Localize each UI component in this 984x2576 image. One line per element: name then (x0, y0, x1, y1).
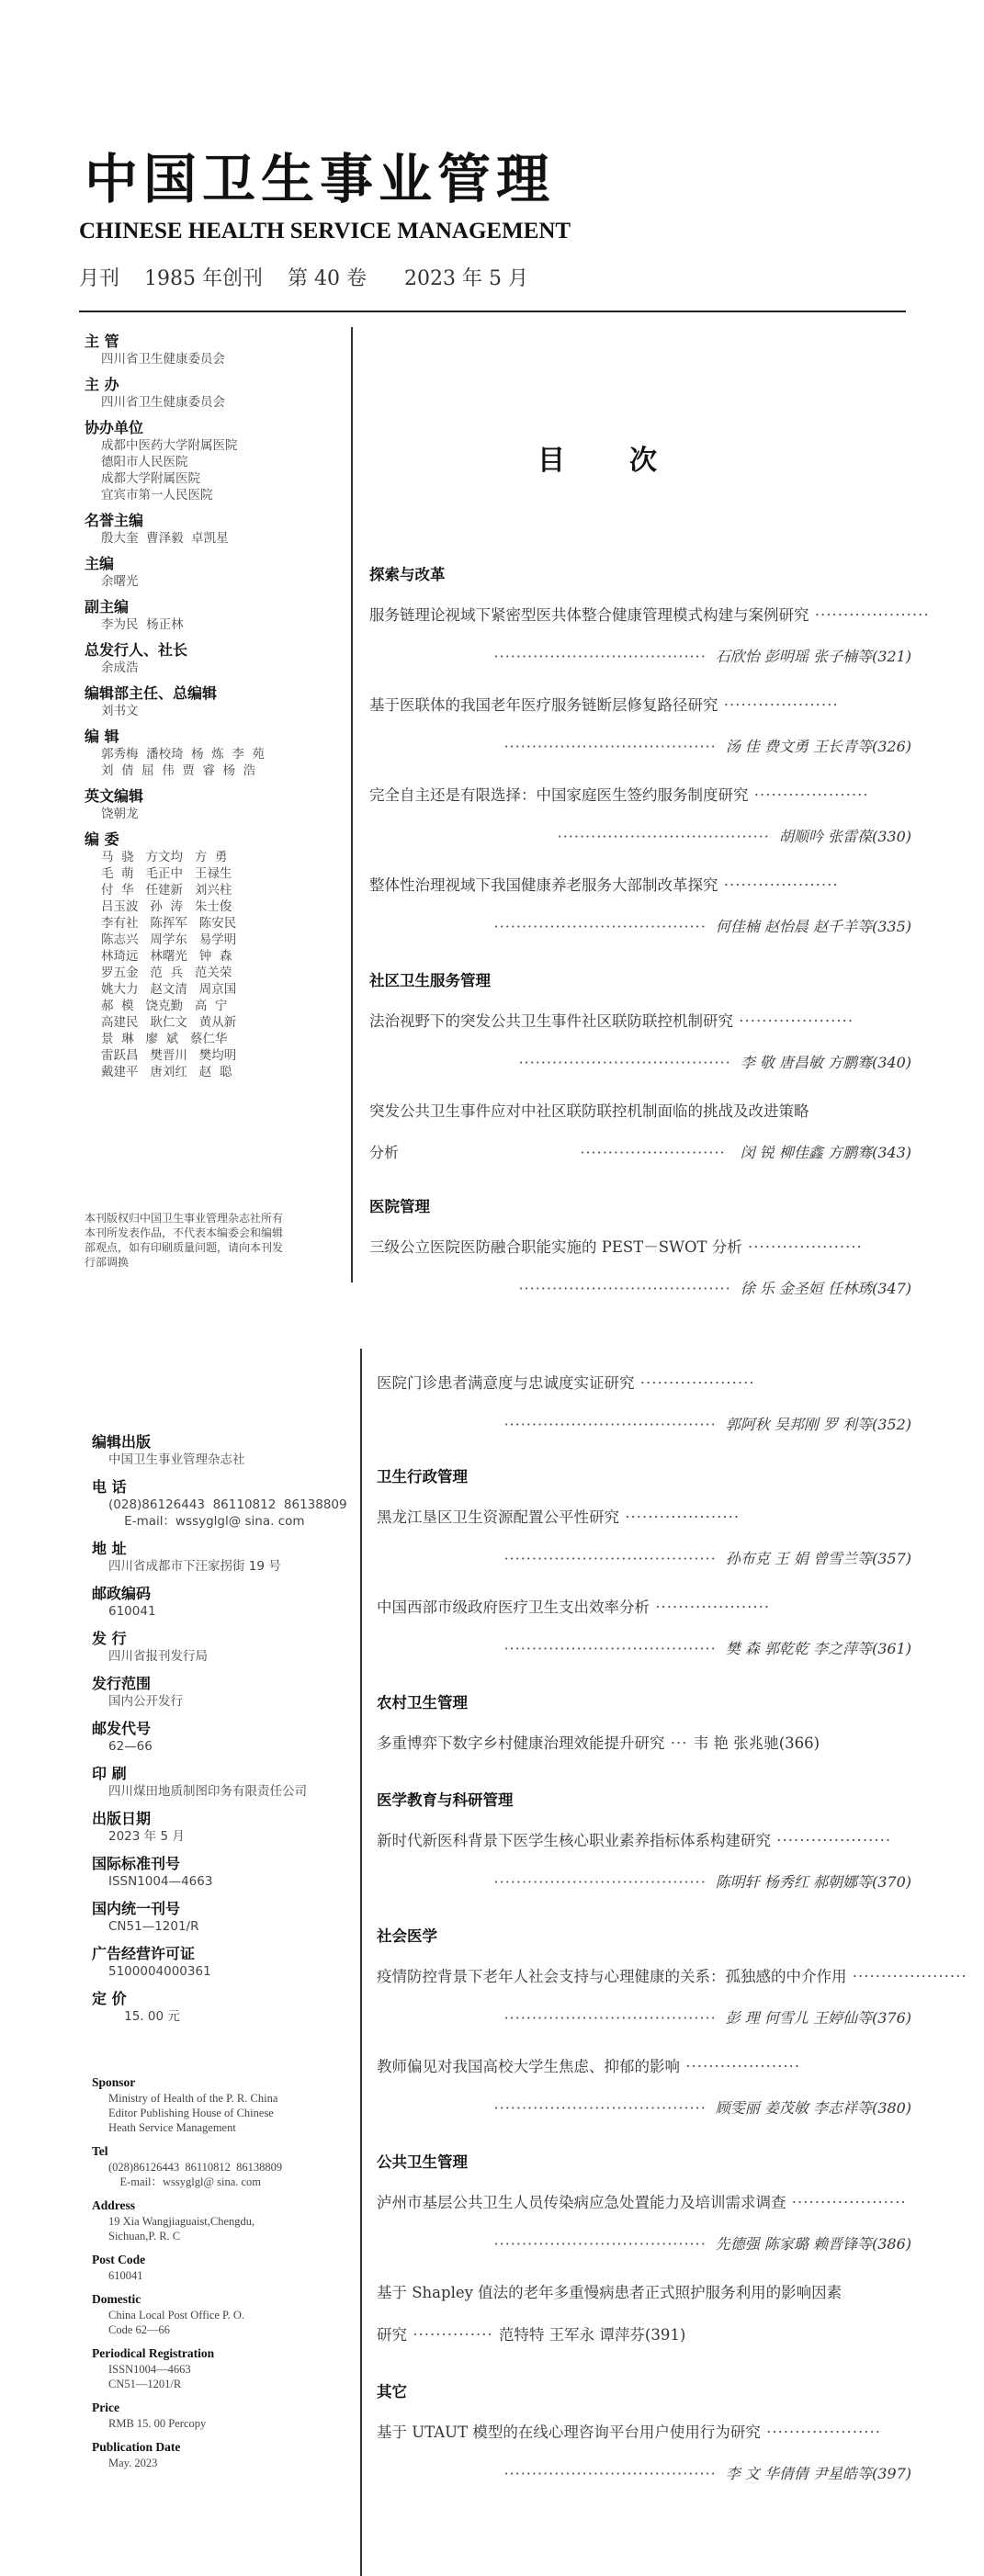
article-authors: 孙布克 王 娟 曾雪兰等(357) (725, 1550, 911, 1567)
leader-dots: ······································ (518, 1054, 731, 1071)
article-title: 教师偏见对我国高校大学生焦虑、抑郁的影响 (377, 2058, 680, 2075)
masthead-value: 饶朝龙 (101, 807, 139, 821)
masthead-entry (85, 333, 351, 367)
toc-section-heading: 公共卫生管理 (377, 2153, 468, 2171)
article-authors: 汤 佳 费文勇 王长青等(326) (725, 738, 911, 755)
toc-section-heading: 探索与改革 (369, 566, 446, 583)
article-authors: 徐 乐 金圣姮 任林琇(347) (740, 1280, 911, 1297)
article-title: 黑龙江垦区卫生资源配置公平性研究 (377, 1508, 619, 1526)
masthead-label: 发 行 (92, 1630, 127, 1647)
toc-section-heading: 社会医学 (377, 1927, 437, 1945)
column-divider-top (351, 327, 353, 1282)
masthead-label: 编 委 (85, 830, 119, 848)
leader-dots: ···················· (846, 1968, 967, 1985)
toc-article-title (377, 1964, 967, 1986)
article-title: 法治视野下的突发公共卫生事件社区联防联控机制研究 (369, 1012, 733, 1030)
leader-dots: ······································ (503, 1640, 717, 1657)
article-authors: 闵 锐 柳佳鑫 方鹏骞(343) (740, 1144, 911, 1161)
masthead-entry (85, 830, 351, 1080)
masthead-label: 主 管 (85, 333, 119, 350)
masthead-value: 2023 年 5 月 (108, 1829, 185, 1844)
column-divider-bottom (360, 1349, 362, 2576)
article-authors: 范特特 王军永 谭萍芬(391) (498, 2326, 686, 2344)
masthead-label: 主编 (85, 555, 115, 572)
article-authors: 樊 森 郭乾乾 李之萍等(361) (725, 1640, 911, 1657)
toc-article-authors (369, 735, 911, 756)
masthead-label: 协办单位 (85, 419, 144, 436)
masthead-value: May. 2023 (108, 2457, 158, 2469)
article-authors: 顾雯丽 姜茂敏 李志祥等(380) (715, 2099, 911, 2117)
leader-dots: ···················· (718, 696, 839, 714)
masthead-entry (92, 1540, 358, 1575)
leader-dots: ···················· (760, 2423, 881, 2441)
toc-article-title (377, 1595, 770, 1617)
masthead-label: Domestic (92, 2292, 141, 2306)
leader-dots: ···················· (809, 606, 930, 624)
article-title: 整体性治理视域下我国健康养老服务大部制改革探究 (369, 876, 718, 894)
toc-article-title (369, 1235, 863, 1257)
masthead-entry (85, 598, 351, 633)
leader-dots: ···················· (741, 1238, 863, 1256)
masthead-value: ISSN1004—4663 (108, 1874, 213, 1889)
issue-info (79, 263, 547, 291)
masthead-label: Periodical Registration (92, 2346, 215, 2360)
leader-dots: ······································ (493, 918, 707, 935)
toc-article-authors (377, 2006, 911, 2028)
masthead-entry (92, 1720, 358, 1755)
masthead-entry (92, 2198, 358, 2243)
masthead-value: 四川省报刊发行局 (108, 1649, 208, 1664)
leader-dots: ······································ (493, 2099, 707, 2117)
masthead-value: 刘书文 (101, 704, 139, 718)
masthead-label: Publication Date (92, 2440, 181, 2454)
toc-section-heading: 卫生行政管理 (377, 1468, 468, 1486)
leader-dots: ······································ (493, 1873, 707, 1891)
masthead-entry (92, 2074, 358, 2135)
masthead-entry (85, 728, 351, 779)
toc-article-title (377, 1828, 891, 1850)
toc-article-authors (369, 1051, 911, 1072)
leader-dots: ······································ (493, 648, 707, 665)
article-title: 基于 Shapley 值法的老年多重慢病患者正式照护服务利用的影响因素 (377, 2284, 843, 2301)
toc-article-authors (377, 1637, 911, 1658)
masthead-value: 余曙光 (101, 574, 139, 589)
masthead-entry (92, 1675, 358, 1710)
masthead-label: Price (92, 2401, 119, 2414)
toc-article-title (369, 783, 869, 805)
article-authors: 陈明轩 杨秀红 郝朝娜等(370) (715, 1873, 911, 1891)
leader-dots: ······································ (518, 1280, 731, 1297)
toc-article-authors (377, 2462, 911, 2483)
article-title: 突发公共卫生事件应对中社区联防联控机制面临的挑战及改进策略 (369, 1102, 809, 1120)
toc-section-heading: 医学教育与科研管理 (377, 1791, 514, 1809)
toc-section-heading: 医院管理 (369, 1198, 430, 1215)
article-authors: 韦 艳 张兆驰(366) (693, 1734, 820, 1752)
leader-dots: ···················· (619, 1508, 741, 1526)
toc-article-title (377, 2420, 881, 2442)
masthead-value: 成都中医药大学附属医院 德阳市人民医院 成都大学附属医院 宜宾市第一人民医院 (101, 438, 238, 503)
masthead-label: 邮发代号 (92, 1720, 152, 1737)
leader-dots: ···················· (718, 876, 839, 894)
masthead-label: 广告经营许可证 (92, 1945, 196, 1962)
issue-volume: 第 40 卷 (288, 267, 367, 290)
masthead-entry (85, 787, 351, 822)
toc-article-authors (369, 1141, 911, 1162)
leader-dots: ···················· (650, 1599, 771, 1616)
article-title: 中国西部市级政府医疗卫生支出效率分析 (377, 1599, 650, 1616)
masthead-value: 四川省卫生健康委员会 (101, 395, 225, 410)
leader-dots: ···················· (771, 1832, 892, 1849)
toc-article-title (377, 2280, 842, 2302)
masthead-entry (85, 419, 351, 503)
leader-dots: ···················· (634, 1374, 755, 1392)
masthead-value: CN51—1201/R (108, 1919, 199, 1934)
masthead-label: 定 价 (92, 1990, 127, 2007)
toc-section-heading: 其它 (377, 2383, 407, 2401)
masthead-entry (92, 1855, 358, 1890)
article-authors: 李 敬 唐昌敏 方鹏骞(340) (740, 1054, 911, 1071)
masthead-value: 四川省卫生健康委员会 (101, 352, 225, 367)
masthead-entry (85, 555, 351, 590)
masthead-value: 李为民 杨正林 (101, 617, 184, 632)
copyright-note: 本刊版权归中国卫生事业管理杂志社所有 本刊所发表作品，不代表本编委会和编辑 部观点，如有印刷质量问题，请向本刊发 行部调换 (85, 1212, 284, 1269)
masthead-value: 19 Xia Wangjiaguaist,Chengdu, Sichuan,P. R. C (108, 2215, 255, 2243)
toc-section-heading: 社区卫生服务管理 (369, 972, 491, 989)
leader-dots: ···················· (680, 2058, 801, 2075)
masthead-value: 62—66 (108, 1739, 153, 1754)
masthead-label: Address (92, 2198, 136, 2212)
masthead-label: Tel (92, 2144, 108, 2158)
leader-dots: ·············· (407, 2326, 499, 2344)
masthead-value: 余成浩 (101, 661, 139, 675)
masthead-value: RMB 15. 00 Percopy (108, 2417, 207, 2430)
masthead-label: 发行范围 (92, 1675, 152, 1692)
masthead-label: 英文编辑 (85, 787, 144, 805)
masthead-label: 国际标准刊号 (92, 1855, 181, 1872)
masthead-entry (92, 1765, 358, 1800)
article-title-cont: 分析 (369, 1144, 400, 1161)
article-authors: 彭 理 何雪儿 王婷仙等(376) (725, 2009, 911, 2027)
article-title: 完全自主还是有限选择：中国家庭医生签约服务制度研究 (369, 786, 749, 804)
masthead-bottom (92, 1433, 358, 2035)
masthead-value: 国内公开发行 (108, 1694, 183, 1709)
issue-frequency: 月刊 (79, 267, 120, 290)
toc-article-authors (377, 1870, 911, 1892)
masthead-value: 610041 (108, 2269, 143, 2282)
toc-article-title (369, 603, 930, 625)
masthead-entry (85, 512, 351, 547)
leader-dots: ·························· (580, 1144, 731, 1161)
masthead-label: 名誉主编 (85, 512, 144, 529)
masthead-value: (028)86126443 86110812 86138809 E-mail：wssyglgl@ sina. com (108, 2161, 283, 2188)
toc-article-title (369, 1009, 854, 1031)
masthead-value: 四川煤田地质制图印务有限责任公司 (108, 1784, 307, 1799)
masthead-entry (85, 376, 351, 411)
masthead-entry (92, 1900, 358, 1935)
leader-dots: ······································ (503, 2009, 717, 2027)
article-title: 新时代新医科背景下医学生核心职业素养指标体系构建研究 (377, 1832, 771, 1849)
masthead-entry (92, 1585, 358, 1620)
toc-article-authors (377, 2096, 911, 2118)
toc-article-title (369, 1099, 809, 1121)
article-title: 泸州市基层公共卫生人员传染病应急处置能力及培训需求调查 (377, 2194, 786, 2211)
masthead-entry (92, 2439, 358, 2470)
masthead-english (92, 2074, 358, 2479)
masthead-entry (85, 684, 351, 719)
leader-dots: ······································ (503, 1416, 717, 1433)
masthead-value: Ministry of Health of the P. R. China Editor Publishing House of Chinese Heath Service Management (108, 2092, 278, 2134)
article-authors: 胡顺吟 张雷葆(330) (778, 828, 911, 845)
leader-dots: ······································ (503, 1550, 717, 1567)
toc-article-title (377, 2190, 907, 2212)
article-title: 基于医联体的我国老年医疗服务链断层修复路径研究 (369, 696, 718, 714)
leader-dots: ···················· (786, 2194, 907, 2211)
toc-article-authors (377, 1547, 911, 1568)
leader-dots: ···················· (748, 786, 869, 804)
journal-title-cn: 中国卫生事业管理 (85, 148, 556, 210)
toc-article-authors (369, 645, 911, 666)
toc-article-title (377, 1371, 755, 1393)
leader-dots: ······································ (493, 2235, 707, 2253)
leader-dots: ······································ (557, 828, 770, 845)
toc-article-title (369, 873, 839, 895)
article-title: 多重博弈下数字乡村健康治理效能提升研究 (377, 1734, 665, 1752)
masthead-value: 马 骁 方文均 方 勇 毛 萌 毛正中 王禄生 付 华 任建新 刘兴柱 吕玉波 孙 涛 朱士俊 李有社 陈挥军 陈安民 陈志兴 周学东 易学明 林琦远 林曙光 钟 森 罗五金 范 兵 范关荣 姚大力 赵文清 周京国 郝 模 饶克勤 高 宁 高建民 耿仁文 黄从新 景 琳 廖 斌 蔡仁华 雷跃昌 樊晋川 樊均明 戴建平 唐刘红 赵 聪 (101, 850, 237, 1079)
toc-article-title (377, 1505, 740, 1527)
masthead-value: 四川省成都市下汪家拐街 19 号 (108, 1559, 281, 1574)
toc-heading: 目次 (537, 445, 721, 477)
article-authors: 郭阿秋 吴邦刚 罗 利等(352) (725, 1416, 911, 1433)
toc-article-authors (369, 1277, 911, 1298)
masthead-entry (92, 1478, 358, 1530)
leader-dots: ··· (664, 1734, 694, 1752)
article-title: 服务链理论视域下紧密型医共体整合健康管理模式构建与案例研究 (369, 606, 809, 624)
toc-article-authors (377, 2232, 911, 2254)
masthead-value: ISSN1004—4663 CN51—1201/R (108, 2363, 191, 2390)
journal-title-en: CHINESE HEALTH SERVICE MANAGEMENT (79, 219, 571, 243)
masthead-value: 15. 00 元 (108, 2009, 180, 2024)
masthead-entry (92, 1990, 358, 2025)
leader-dots: ···················· (733, 1012, 854, 1030)
masthead-label: 出版日期 (92, 1810, 152, 1827)
article-title: 基于 UTAUT 模型的在线心理咨询平台用户使用行为研究 (377, 2423, 761, 2441)
masthead-entry (92, 2291, 358, 2337)
article-title: 医院门诊患者满意度与忠诚度实证研究 (377, 1374, 635, 1392)
article-authors: 何佳楠 赵怡晨 赵千羊等(335) (715, 918, 911, 935)
masthead-label: 电 话 (92, 1478, 127, 1496)
masthead-value: 殷大奎 曹泽毅 卓凯星 (101, 531, 229, 546)
masthead-entry (92, 1945, 358, 1980)
masthead-label: 地 址 (92, 1540, 127, 1557)
article-authors: 先德强 陈家璐 赖晋锋等(386) (715, 2235, 911, 2253)
masthead-entry (92, 2143, 358, 2189)
masthead-value: 5100004000361 (108, 1964, 211, 1979)
masthead-label: 总发行人、社长 (85, 641, 188, 659)
masthead-label: 副主编 (85, 598, 130, 616)
header-divider (79, 311, 906, 312)
masthead-label: Post Code (92, 2253, 146, 2266)
toc-section-heading: 农村卫生管理 (377, 1694, 468, 1712)
masthead-label: 主 办 (85, 376, 119, 393)
leader-dots: ······································ (503, 738, 717, 755)
masthead-label: 编辑出版 (92, 1433, 152, 1451)
toc-article-authors (369, 915, 911, 936)
masthead-entry (92, 2345, 358, 2391)
toc-article-title-cont (377, 2322, 911, 2344)
masthead-entry (92, 1630, 358, 1665)
masthead-value: China Local Post Office P. O. Code 62—66 (108, 2309, 245, 2336)
masthead-entry (92, 2400, 358, 2431)
leader-dots: ······································ (503, 2465, 717, 2482)
masthead-entry (92, 1810, 358, 1845)
masthead-entry (92, 2252, 358, 2283)
masthead-label: Sponsor (92, 2075, 136, 2089)
masthead-label: 国内统一刊号 (92, 1900, 181, 1917)
masthead-value: 中国卫生事业管理杂志社 (108, 1452, 245, 1467)
article-title: 疫情防控背景下老年人社会支持与心理健康的关系：孤独感的中介作用 (377, 1968, 847, 1985)
issue-date: 2023 年 5 月 (403, 267, 528, 290)
toc-article-authors (369, 825, 911, 846)
toc-article-title (369, 693, 839, 715)
masthead-label: 编 辑 (85, 728, 119, 745)
masthead-entry (85, 641, 351, 676)
article-title-cont: 研究 (377, 2326, 407, 2344)
toc-article-title (377, 2054, 800, 2076)
article-title: 三级公立医院医防融合职能实施的 PEST－SWOT 分析 (369, 1238, 742, 1256)
masthead-top (85, 333, 351, 1089)
masthead-entry (92, 1433, 358, 1468)
toc-article-authors (377, 1413, 911, 1434)
masthead-label: 编辑部主任、总编辑 (85, 684, 218, 702)
masthead-value: 郭秀梅 潘校琦 杨 炼 李 苑 刘 倩 屈 伟 贾 睿 杨 浩 (101, 747, 265, 778)
article-authors: 石欣怡 彭明瑶 张子楠等(321) (715, 648, 911, 665)
masthead-value: 610041 (108, 1604, 156, 1619)
toc-article-title (377, 1731, 820, 1753)
masthead-label: 邮政编码 (92, 1585, 152, 1602)
article-authors: 李 文 华倩倩 尹星皓等(397) (725, 2465, 911, 2482)
masthead-value: (028)86126443 86110812 86138809 E-mail：wssyglgl@ sina. com (108, 1497, 347, 1529)
masthead-label: 印 刷 (92, 1765, 127, 1782)
issue-founded: 1985 年创刊 (144, 267, 263, 290)
